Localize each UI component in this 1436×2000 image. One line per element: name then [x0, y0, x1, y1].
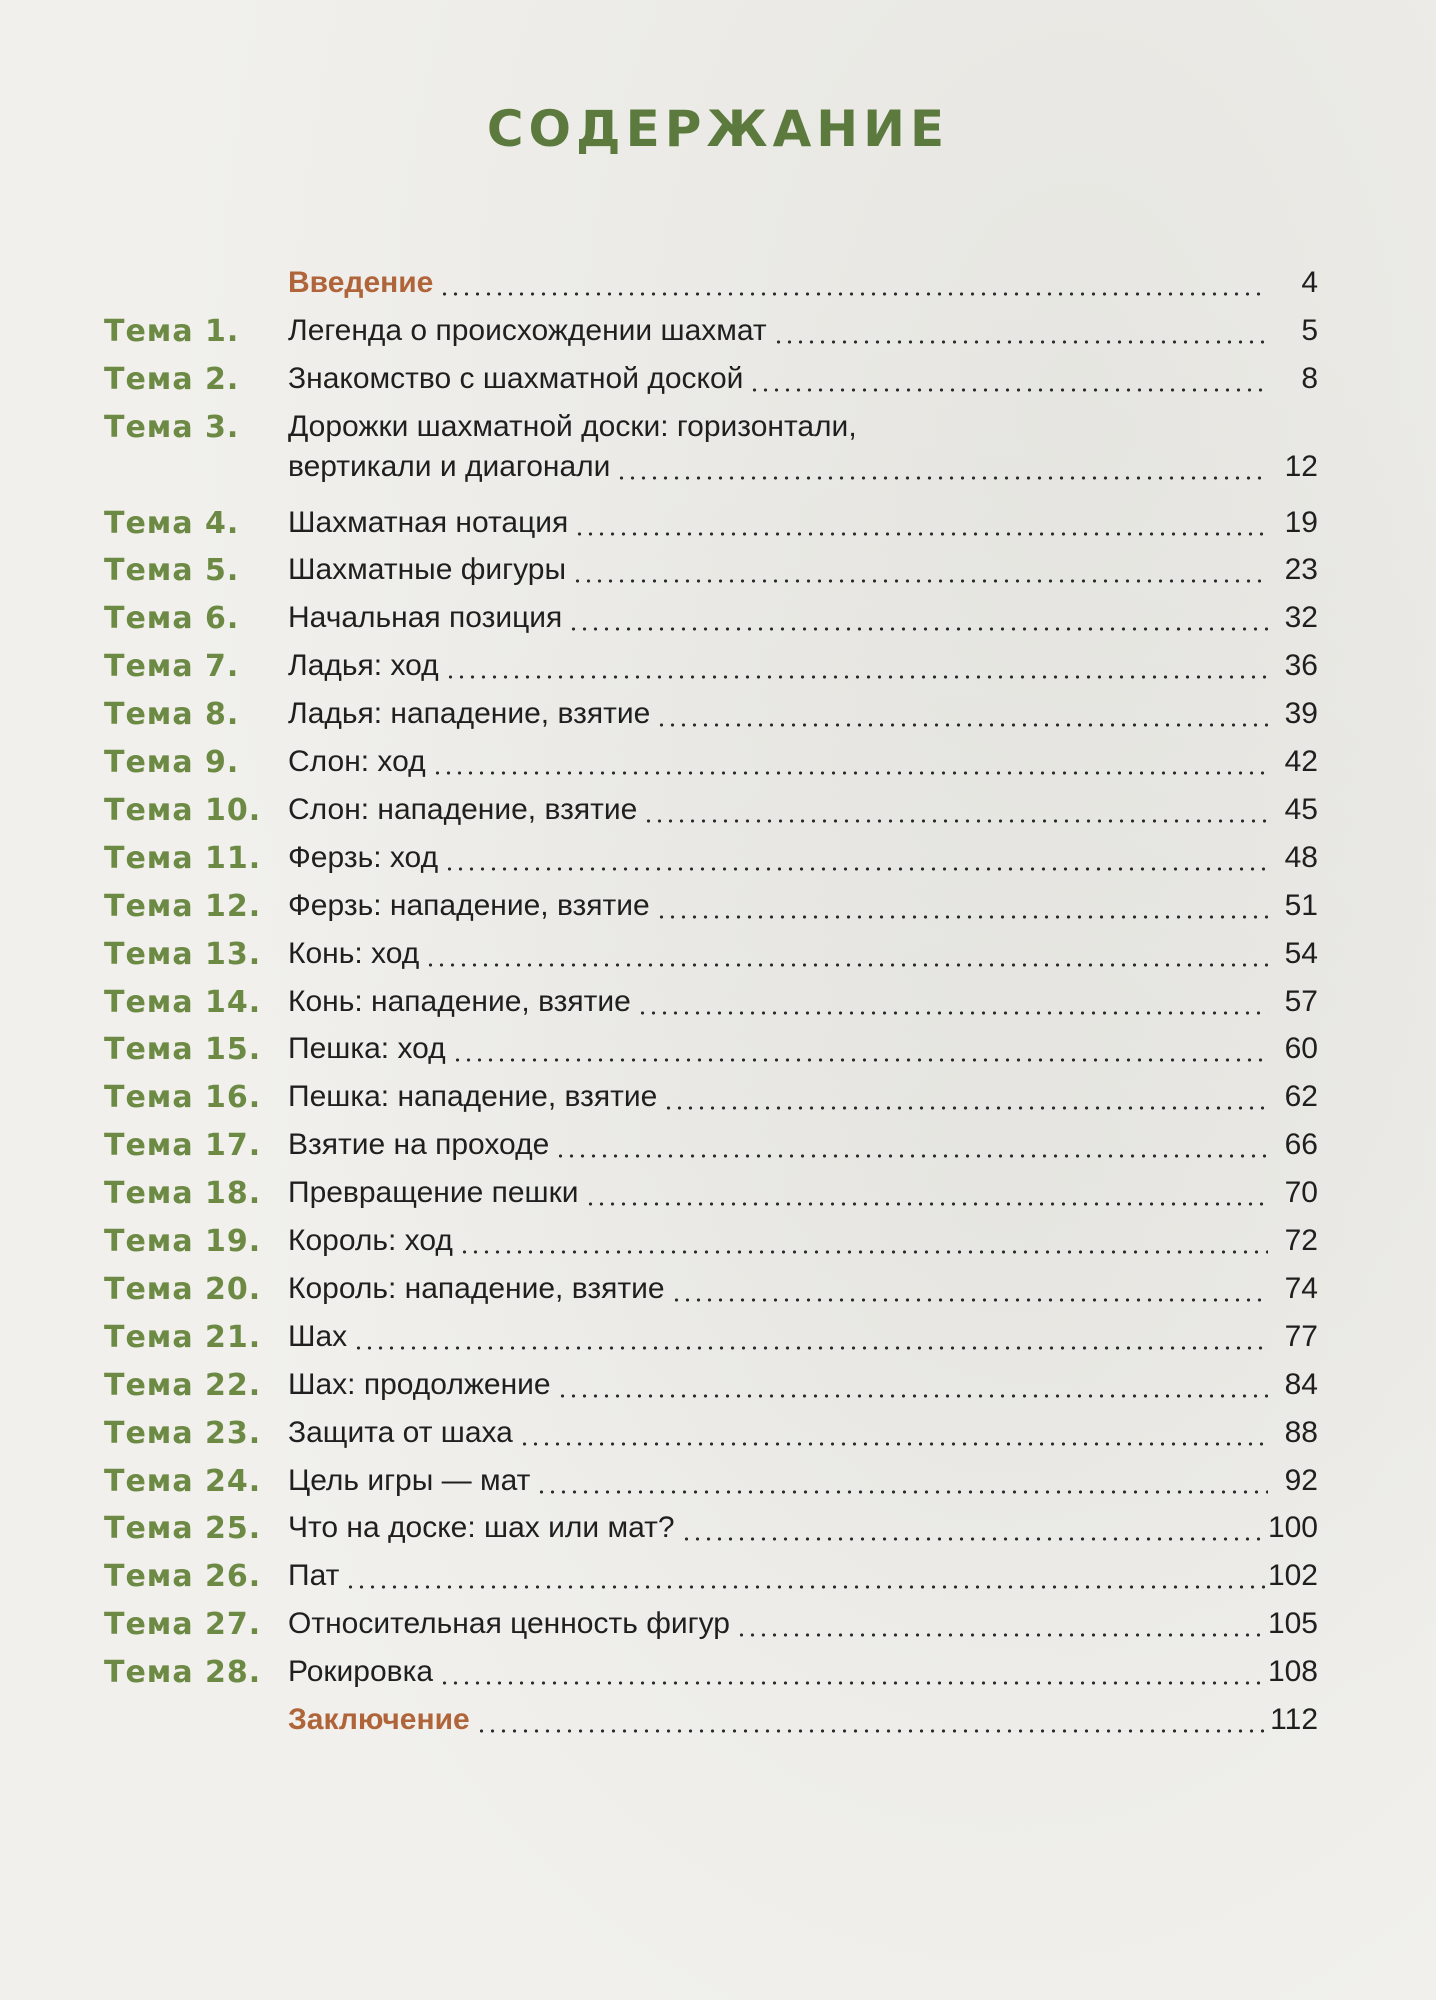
topic-number: Тема 16.: [104, 1080, 262, 1116]
page-number: 74: [1284, 1271, 1318, 1305]
topic-number: Тема 13.: [104, 936, 262, 972]
page-number: 72: [1284, 1224, 1318, 1257]
topic-title[interactable]: Ферзь: нападение, взятие: [288, 888, 650, 922]
topic-title[interactable]: Ладья: ход: [288, 649, 439, 683]
topic-title[interactable]: Слон: ход: [288, 745, 426, 778]
topic-title[interactable]: Пат: [288, 1559, 340, 1593]
dot-leader: [459, 1250, 1268, 1254]
page-number: 77: [1284, 1319, 1318, 1353]
dot-leader: [643, 819, 1268, 823]
topic-title[interactable]: Ферзь: ход: [288, 840, 439, 874]
dot-leader: [736, 1633, 1268, 1637]
dot-leader: [656, 723, 1268, 727]
section-title[interactable]: Заключение: [288, 1703, 470, 1736]
dot-leader: [681, 1537, 1268, 1541]
page-number: 5: [1301, 313, 1318, 347]
topic-number: Тема 11.: [104, 840, 262, 876]
dot-leader: [444, 867, 1268, 871]
topic-title[interactable]: Дорожки шахматной доски: горизонтали,: [288, 409, 857, 443]
topic-title[interactable]: Относительная ценность фигур: [288, 1607, 730, 1641]
topic-title[interactable]: Конь: нападение, взятие: [288, 984, 631, 1018]
dot-leader: [432, 771, 1268, 775]
topic-number: Тема 20.: [104, 1271, 262, 1307]
topic-number: Тема 19.: [104, 1224, 262, 1259]
topic-title[interactable]: Пешка: нападение, взятие: [288, 1080, 658, 1114]
dot-leader: [616, 476, 1268, 480]
dot-leader: [476, 1729, 1268, 1733]
page-number: 32: [1284, 601, 1318, 635]
topic-number: Тема 21.: [104, 1319, 262, 1355]
topic-title[interactable]: Превращение пешки: [288, 1176, 579, 1210]
topic-number: Тема 10.: [104, 792, 262, 828]
dot-leader: [663, 1106, 1268, 1110]
dot-leader: [656, 915, 1268, 919]
page-number: 84: [1284, 1367, 1318, 1401]
topic-number: Тема 25.: [104, 1511, 262, 1547]
page-number: 108: [1267, 1655, 1318, 1689]
page-number: 57: [1284, 984, 1318, 1018]
page-number: 19: [1284, 505, 1318, 539]
topic-title[interactable]: Знакомство с шахматной доской: [288, 361, 744, 395]
topic-title[interactable]: Конь: ход: [288, 936, 420, 970]
topic-title-continued[interactable]: вертикали и диагонали: [288, 449, 611, 483]
dot-leader: [439, 292, 1268, 296]
dot-leader: [557, 1394, 1268, 1398]
page-number: 8: [1301, 361, 1318, 395]
dot-leader: [572, 579, 1268, 583]
page-number: 4: [1301, 266, 1318, 299]
page-number: 48: [1284, 840, 1318, 874]
section-title[interactable]: Введение: [288, 266, 434, 299]
topic-title[interactable]: Взятие на проходе: [288, 1128, 550, 1162]
page-number: 62: [1284, 1080, 1318, 1114]
dot-leader: [555, 1154, 1268, 1158]
topic-number: Тема 5.: [104, 553, 240, 589]
topic-number: Тема 23.: [104, 1415, 262, 1451]
topic-title[interactable]: Рокировка: [288, 1655, 434, 1689]
topic-number: Тема 14.: [104, 984, 262, 1020]
page-number: 92: [1284, 1463, 1318, 1497]
topic-title[interactable]: Шах: [288, 1319, 348, 1353]
topic-number: Тема 1.: [104, 313, 240, 349]
dot-leader: [452, 1058, 1268, 1062]
page-number: 42: [1284, 745, 1318, 778]
dot-leader: [773, 340, 1268, 344]
dot-leader: [439, 1681, 1268, 1685]
topic-title[interactable]: Шахматные фигуры: [288, 553, 567, 587]
page-number: 66: [1284, 1128, 1318, 1162]
dot-leader: [519, 1442, 1268, 1446]
page-number: 51: [1284, 888, 1318, 922]
dot-leader: [425, 963, 1268, 967]
topic-number: Тема 27.: [104, 1607, 262, 1643]
topic-title[interactable]: Что на доске: шах или мат?: [288, 1511, 675, 1545]
dot-leader: [749, 388, 1268, 392]
topic-title[interactable]: Ладья: нападение, взятие: [288, 697, 651, 731]
page-number: 100: [1267, 1511, 1318, 1545]
page-number: 112: [1270, 1703, 1318, 1736]
topic-title[interactable]: Шах: продолжение: [288, 1367, 551, 1401]
dot-leader: [568, 627, 1268, 631]
dot-leader: [574, 532, 1268, 536]
page-title: СОДЕРЖАНИЕ: [486, 100, 950, 158]
page-number: 23: [1284, 553, 1318, 587]
topic-title[interactable]: Защита от шаха: [288, 1415, 513, 1449]
dot-leader: [671, 1298, 1268, 1302]
page-number: 12: [1284, 449, 1318, 483]
dot-leader: [637, 1011, 1268, 1015]
page-number: 36: [1284, 649, 1318, 683]
topic-number: Тема 28.: [104, 1655, 262, 1691]
topic-number: Тема 8.: [104, 697, 240, 733]
topic-number: Тема 12.: [104, 888, 262, 924]
topic-title[interactable]: Король: ход: [288, 1224, 453, 1257]
dot-leader: [585, 1202, 1269, 1206]
page-number: 45: [1284, 792, 1318, 826]
topic-number: Тема 2.: [104, 361, 240, 397]
topic-title[interactable]: Шахматная нотация: [288, 505, 569, 539]
topic-title[interactable]: Пешка: ход: [288, 1032, 446, 1066]
topic-number: Тема 4.: [104, 505, 240, 541]
topic-number: Тема 17.: [104, 1128, 262, 1164]
topic-number: Тема 9.: [104, 745, 240, 780]
dot-leader: [445, 675, 1268, 679]
topic-title[interactable]: Легенда о происхождении шахмат: [288, 313, 767, 347]
topic-number: Тема 18.: [104, 1176, 262, 1212]
topic-number: Тема 26.: [104, 1559, 262, 1595]
page-number: 39: [1284, 697, 1318, 731]
page-number: 105: [1267, 1607, 1318, 1641]
topic-number: Тема 15.: [104, 1032, 262, 1068]
topic-title[interactable]: Слон: нападение, взятие: [288, 792, 638, 826]
page-number: 102: [1267, 1559, 1318, 1593]
topic-title[interactable]: Цель игры — мат: [288, 1463, 531, 1497]
dot-leader: [345, 1585, 1268, 1589]
topic-number: Тема 22.: [104, 1367, 262, 1403]
dot-leader: [536, 1490, 1268, 1494]
topic-number: Тема 3.: [104, 409, 240, 445]
topic-number: Тема 7.: [104, 649, 240, 685]
dot-leader: [353, 1346, 1268, 1350]
page-number: 88: [1284, 1415, 1318, 1449]
page-number: 70: [1284, 1176, 1318, 1210]
topic-number: Тема 24.: [104, 1463, 262, 1499]
page-number: 60: [1284, 1032, 1318, 1066]
page-number: 54: [1284, 936, 1318, 970]
topic-number: Тема 6.: [104, 601, 240, 637]
topic-title[interactable]: Король: нападение, взятие: [288, 1271, 665, 1305]
topic-title[interactable]: Начальная позиция: [288, 601, 563, 635]
